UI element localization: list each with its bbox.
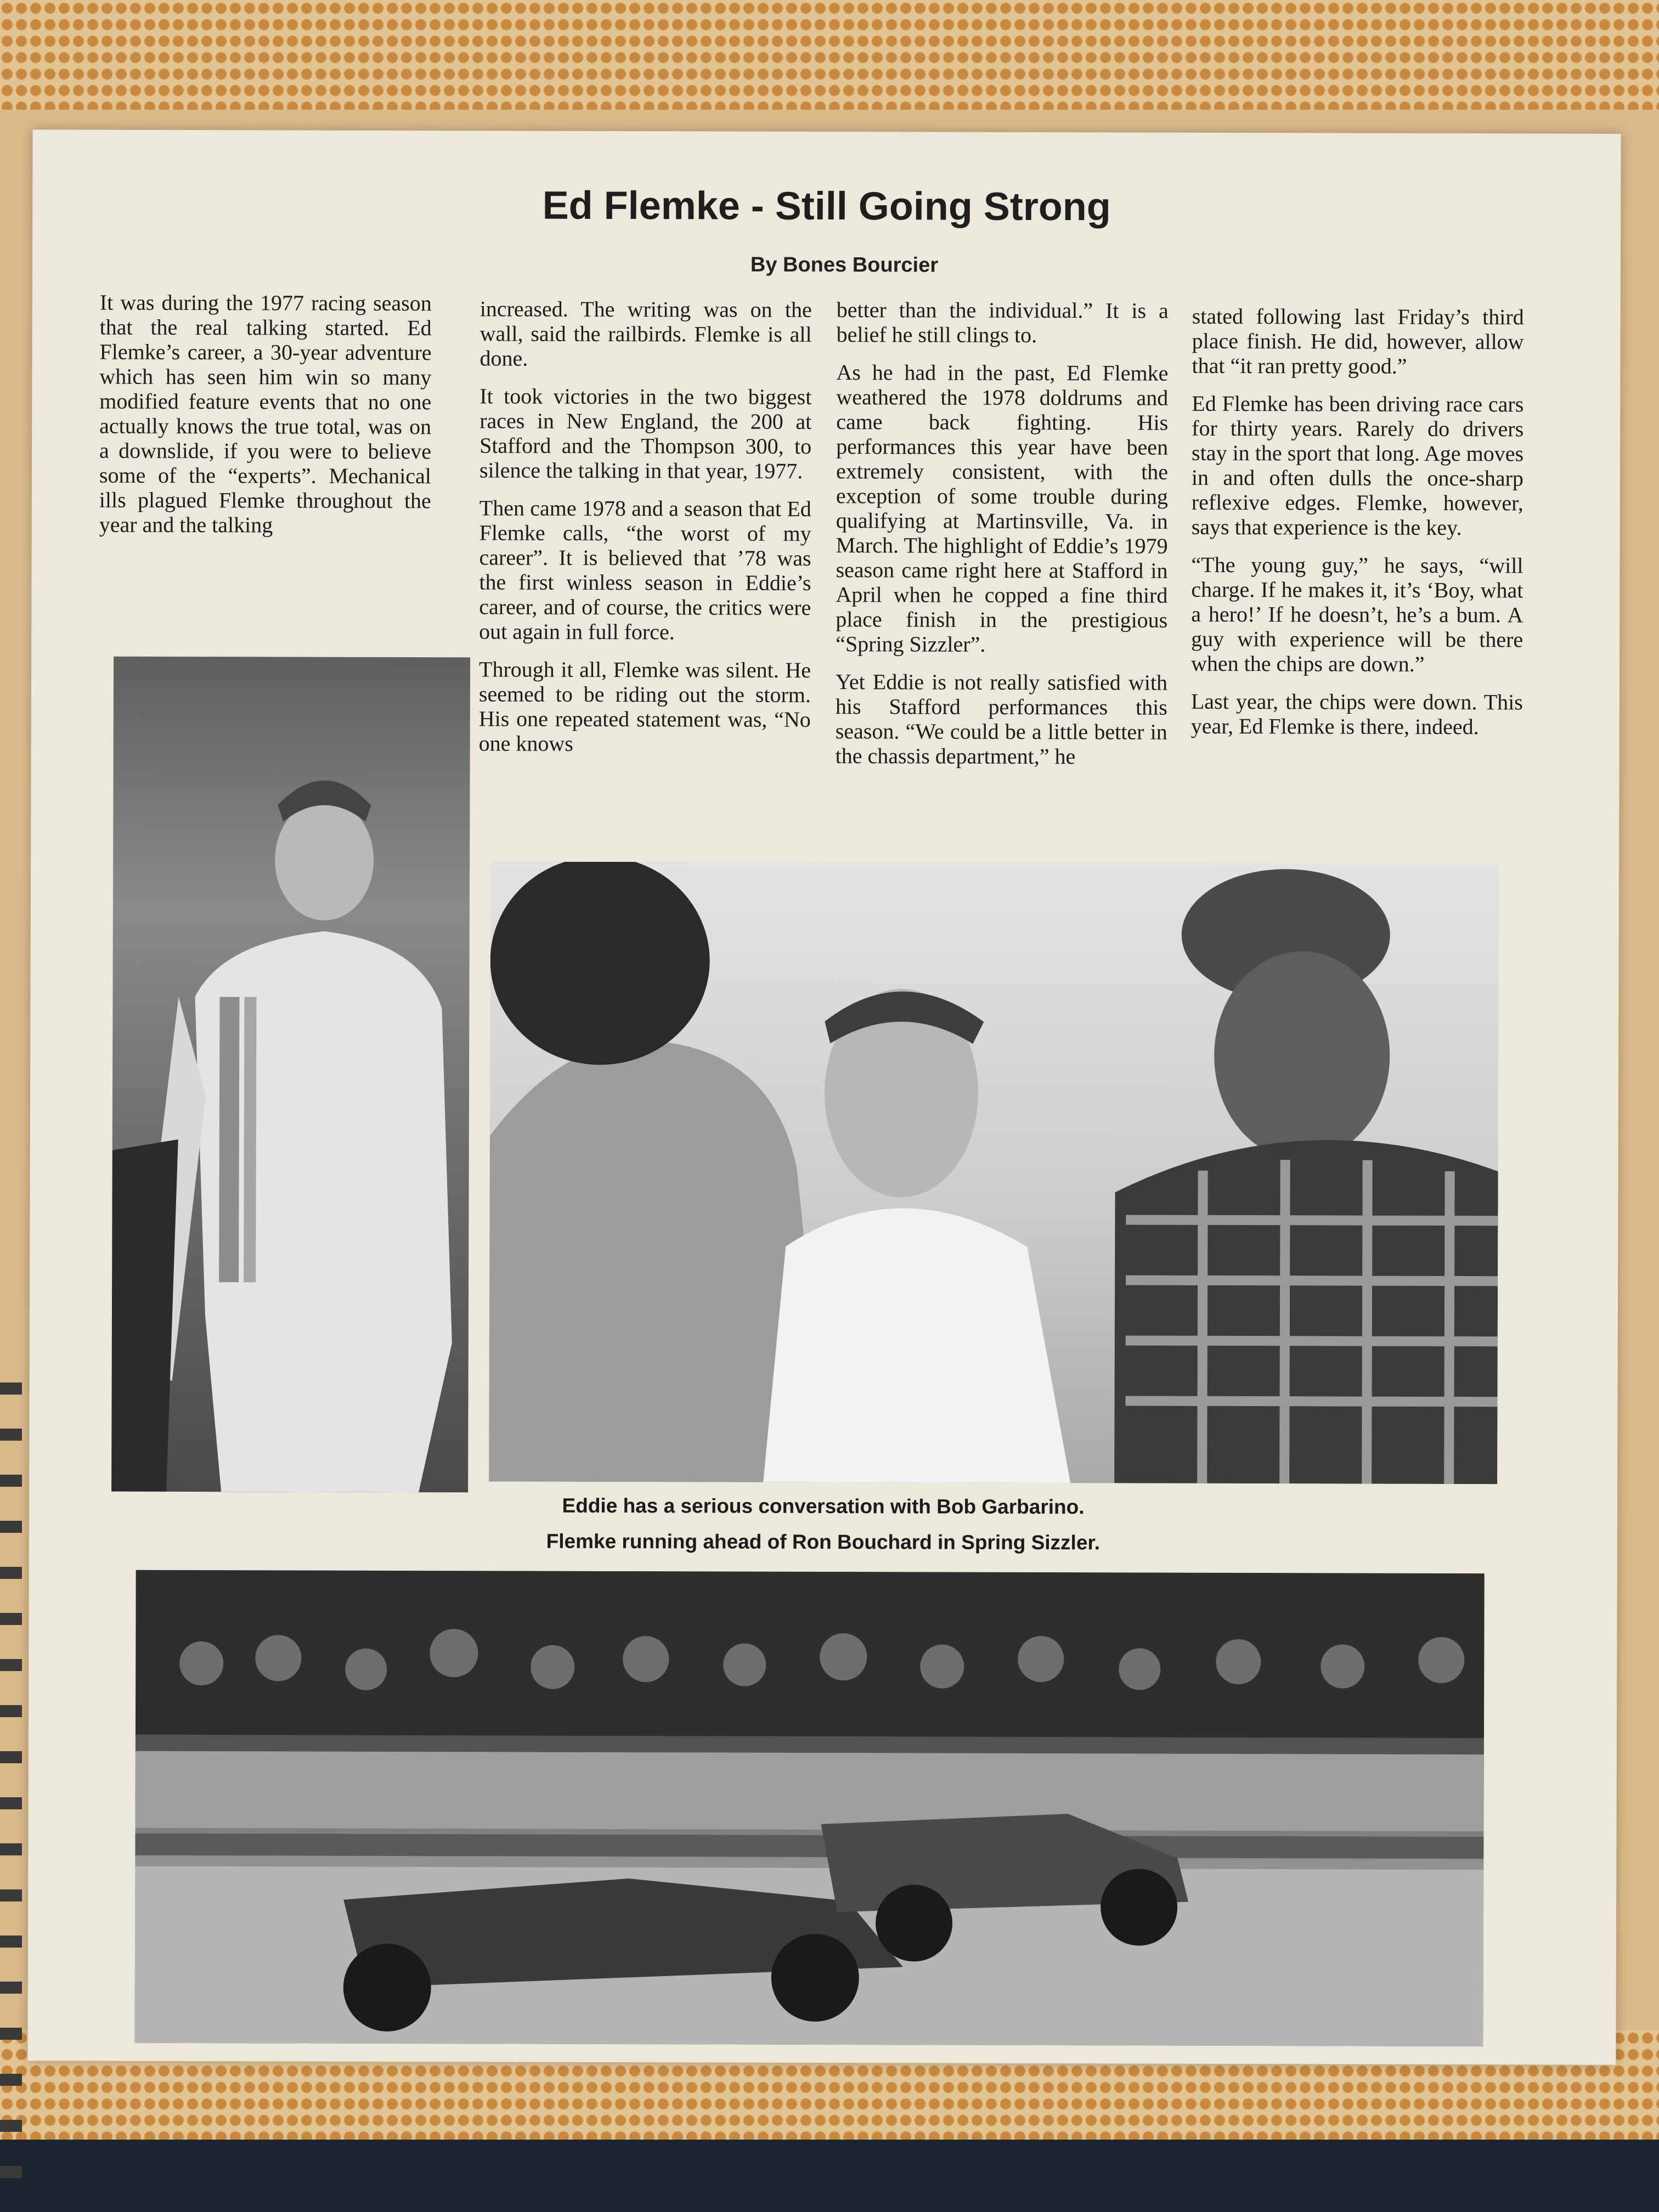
caption-race: Flemke running ahead of Ron Bouchard in Spring Sizzler. <box>546 1530 1101 1554</box>
paragraph: increased. The writing was on the wall, said the railbirds. Flemke is all done. <box>479 296 812 371</box>
paragraph: better than the individual.” It is a belief he still clings to. <box>836 297 1169 348</box>
article-column-1 <box>99 290 432 615</box>
paragraph: Last year, the chips were down. This year, Ed Flemke is there, indeed. <box>1190 689 1523 740</box>
paragraph: Ed Flemke has been driving race cars for thirty years. Rarely do drivers stay in the sport that long. Age moves in and often dulls the once-sharp reflexive edges. Flemke, however, says that experience is the key. <box>1191 391 1524 540</box>
paragraph: As he had in the past, Ed Flemke weathered the 1978 doldrums and came back fighting. His performances this year have been extremely consistent, with the exception of some trouble during qualifying at Martinsville, Va. in March. The highlight of Eddie’s 1979 season came right here at Stafford in April when he copped a fine third place finish in the prestigious “Spring Sizzler”. <box>836 360 1169 657</box>
paragraph: It took victories in the two biggest races in New England, the 200 at Stafford and the Thompson 300, to silence the talking in that year, 1977. <box>479 383 812 483</box>
paragraph: “The young guy,” he says, “will charge. If he makes it, it’s ‘Boy, what a hero!’ If he doesn’t, he’s a bum. A guy with experience will be there when the chips are down.” <box>1191 552 1523 676</box>
photo-conversation <box>489 861 1499 1484</box>
paragraph: stated following last Friday’s third place finish. He did, however, allow that “it ran pretty good.” <box>1192 303 1524 379</box>
article-byline: By Bones Bourcier <box>750 253 939 277</box>
paragraph: It was during the 1977 racing season that the real talking started. Ed Flemke’s career, a 30-year adventure which has seen him win so many modified feature events that no one actually knows the true total, was on a downslide, if you were to believe some of the “experts”. Mechanical ills plagued Flemke throughout the year and the talking <box>99 290 432 538</box>
paragraph: Then came 1978 and a season that Ed Flemke calls, “the worst of my career”. It is believed that ’78 was the first winless season in Eddie’s career, and of course, the critics were out again in full force. <box>479 495 811 645</box>
paragraph: Through it all, Flemke was silent. He seemed to be riding out the storm. His one repeated statement was, “No one knows <box>478 657 811 756</box>
table-surface <box>0 2140 1659 2212</box>
photo-race-cars <box>134 1570 1484 2046</box>
spiral-binding <box>0 1383 22 2205</box>
paragraph: Yet Eddie is not really satisfied with his Stafford performances this season. “We could be a little better in the chassis department,” he <box>835 669 1168 769</box>
caption-conversation: Eddie has a serious conversation with Bob Garbarino. <box>562 1494 1085 1519</box>
newspaper-clipping <box>27 129 1621 2065</box>
photo-driver-standing <box>111 657 470 1493</box>
article-headline: Ed Flemke - Still Going Strong <box>542 183 1111 229</box>
scrapbook-dotted-border-top <box>0 0 1659 110</box>
